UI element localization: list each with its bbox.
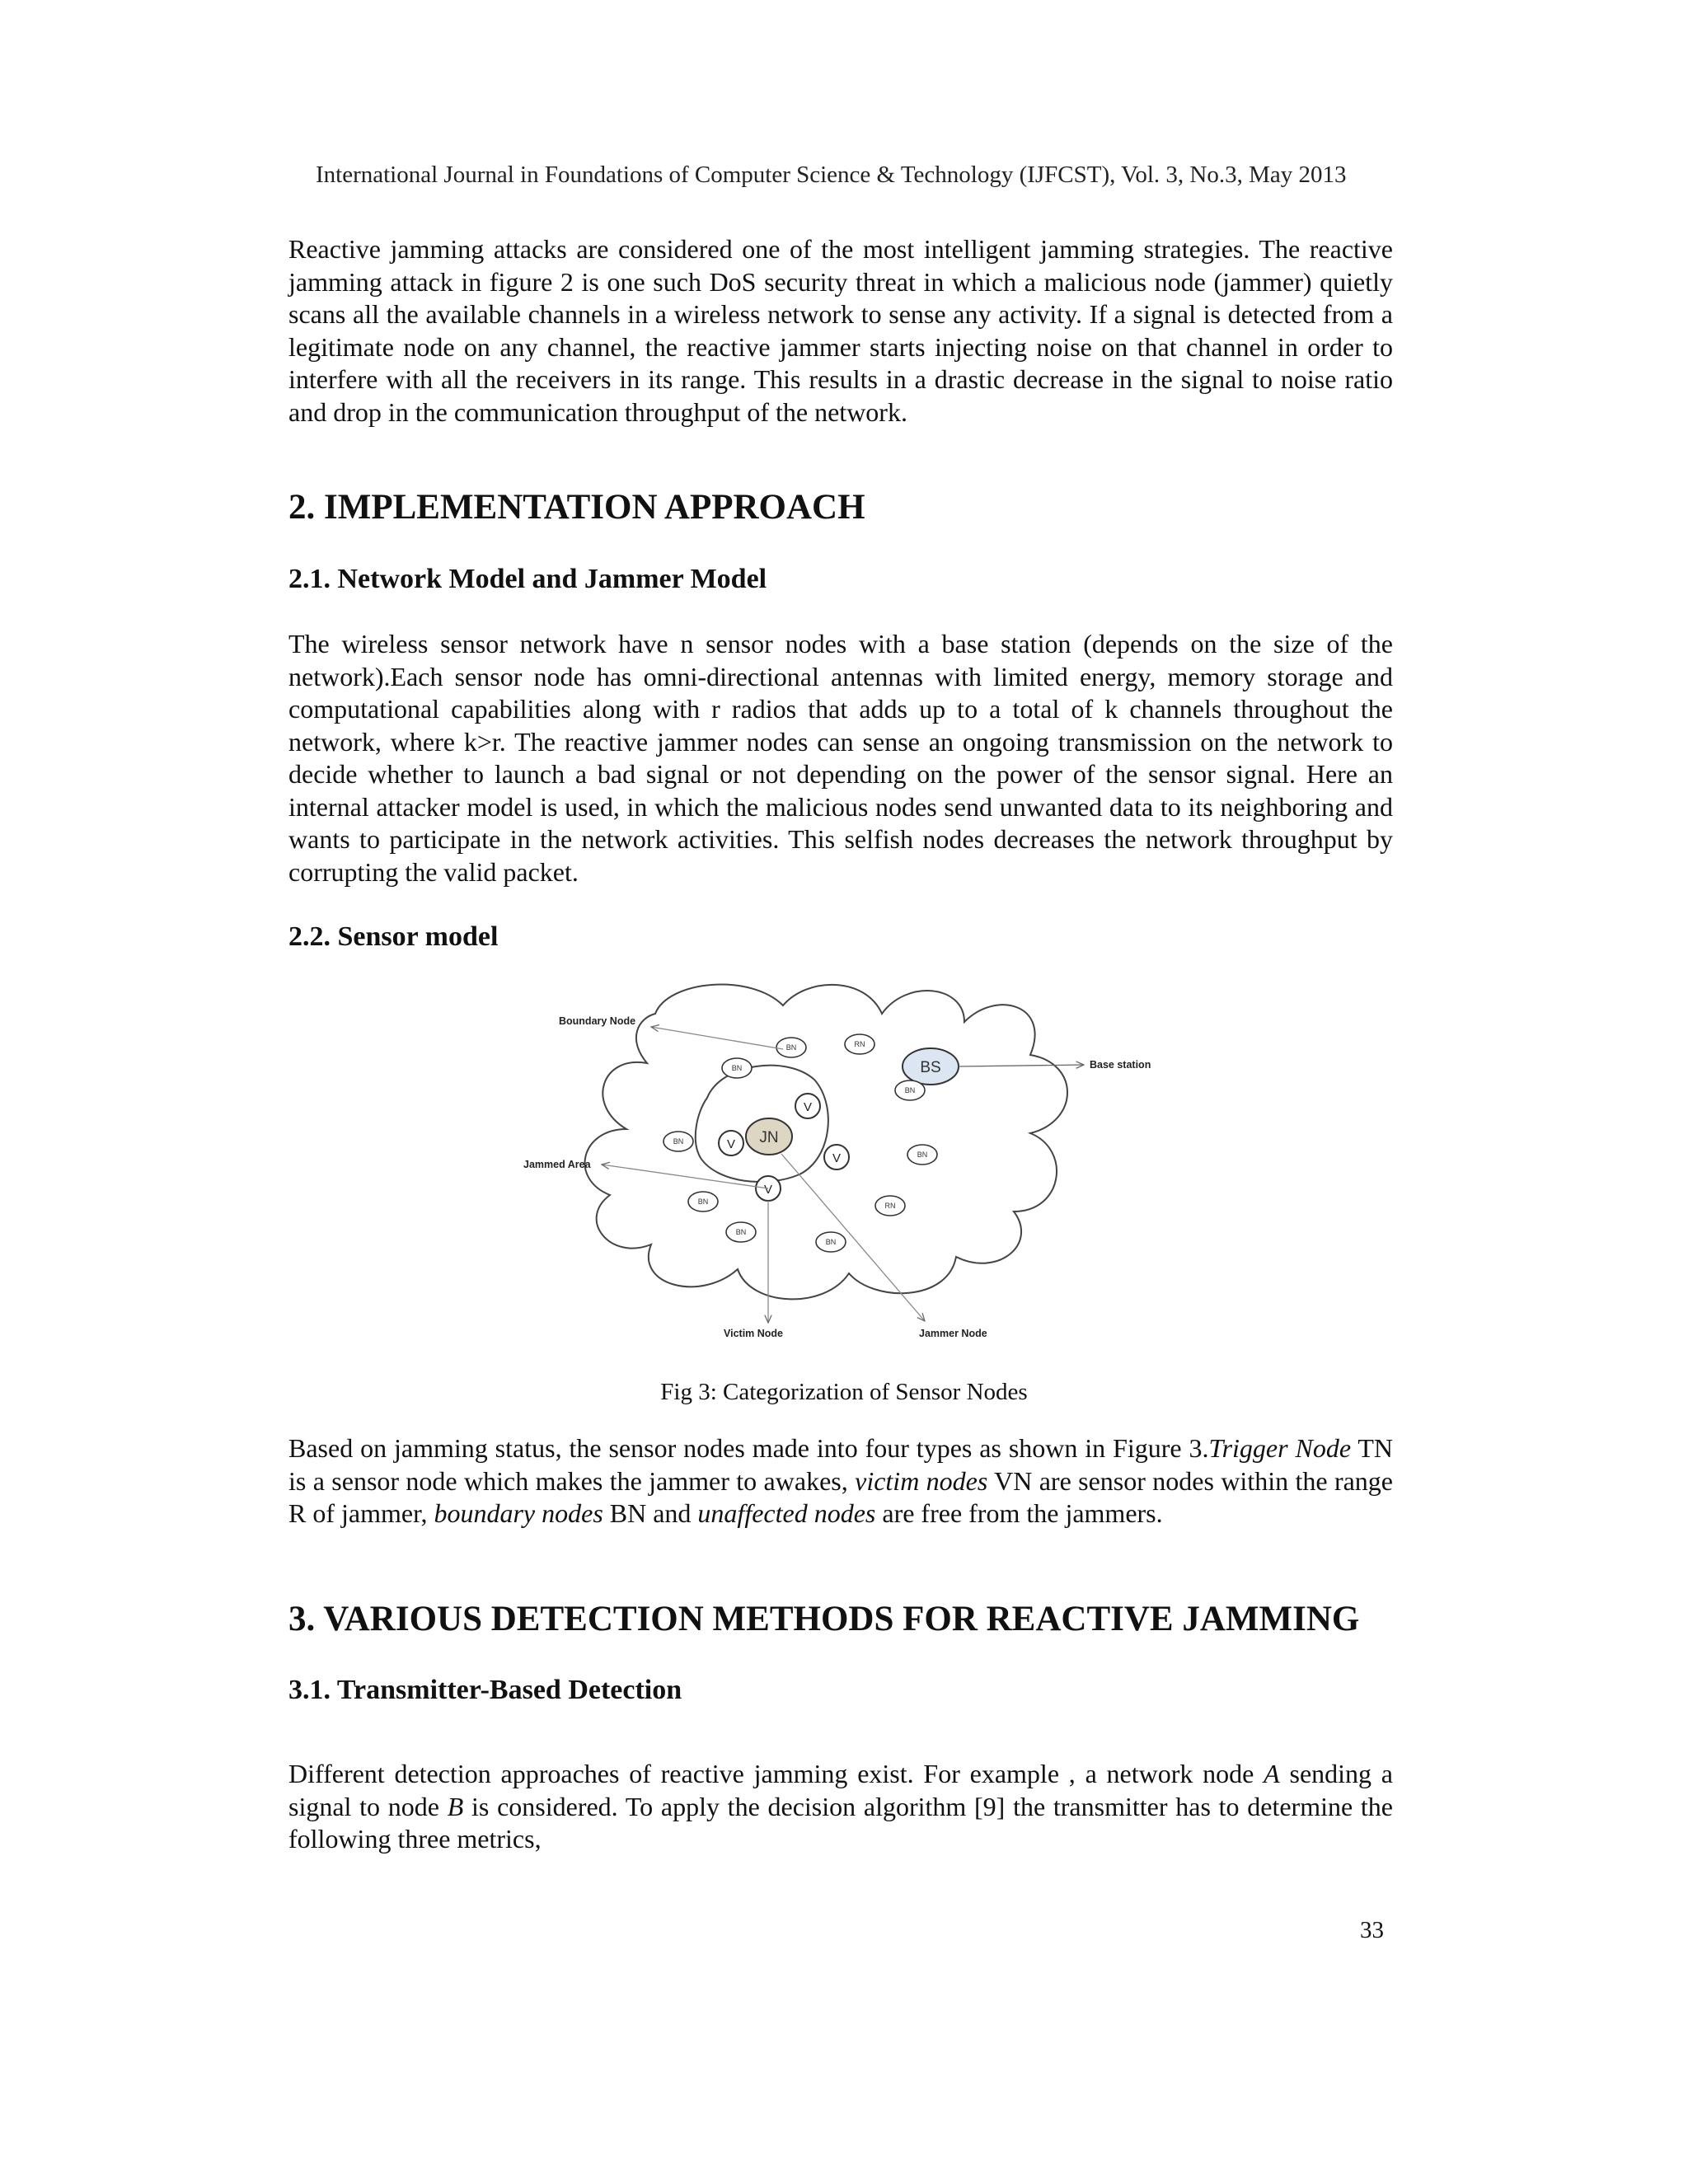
boundary-node-label: BN <box>825 1238 837 1246</box>
term-unaffected-nodes: unaffected nodes <box>697 1498 876 1528</box>
term-boundary-nodes: boundary nodes <box>434 1498 603 1528</box>
subsection-heading-transmitter-detection: 3.1. Transmitter-Based Detection <box>288 1675 682 1705</box>
figure-caption: Fig 3: Categorization of Sensor Nodes <box>660 1379 1028 1405</box>
callout-label-boundary: Boundary Node <box>559 1015 636 1027</box>
paragraph-text: Based on jamming status, the sensor nodes made into four types as shown in Figure 3. <box>288 1433 1209 1463</box>
boundary-node-label: BN <box>917 1151 928 1159</box>
callout-label-jammed: Jammed Area <box>523 1159 591 1170</box>
callout-label-victim: Victim Node <box>724 1328 784 1339</box>
paragraph-node-types <box>288 1432 1393 1530</box>
page-number: 33 <box>1360 1917 1384 1943</box>
unaffected-node-label: RN <box>854 1040 865 1048</box>
paragraph-text: VN are sensor nodes within the range R of jammer, <box>288 1465 1394 1528</box>
boundary-node-label: BN <box>731 1064 743 1072</box>
paragraph-reactive-jamming: Reactive jamming attacks are considered one of the most intelligent jamming strategies. The reactive jamming attack in figure 2 is one such DoS security threat in which a malicious node (jammer) quietly scans all the available channels in a wireless network to sense any activity. If a signal is detected from a legitimate node on any channel, the reactive jammer starts injecting noise on that channel in order to interfere with all the receivers in its range. This results in a drastic decrease in the signal to noise ratio and drop in the communication throughput of the network. <box>288 234 1393 427</box>
paragraph-detection-approaches <box>288 1758 1393 1856</box>
victim-node-label: V <box>832 1151 842 1165</box>
victim-node-label: V <box>803 1100 813 1114</box>
section-heading-implementation: 2. IMPLEMENTATION APPROACH <box>288 488 865 527</box>
term-victim-nodes: victim nodes <box>855 1465 988 1496</box>
boundary-node-label: BN <box>735 1228 747 1236</box>
victim-node-label: V <box>763 1183 773 1197</box>
term-trigger-node: Trigger Node <box>1208 1433 1352 1463</box>
boundary-node-label: BN <box>785 1043 797 1052</box>
callout-label-base: Base station <box>1090 1059 1151 1071</box>
paragraph-text: BN and <box>603 1498 698 1528</box>
paragraph-text: TN is a sensor node which makes the jammer to awakes, <box>288 1433 1394 1496</box>
subsection-heading-network-model: 2.1. Network Model and Jammer Model <box>288 564 767 594</box>
paragraph-text: sending a signal to node <box>288 1759 1394 1821</box>
unaffected-node-label: RN <box>884 1202 896 1210</box>
callout-label-jammer: Jammer Node <box>919 1328 987 1339</box>
subsection-heading-sensor-model: 2.2. Sensor model <box>288 921 499 952</box>
boundary-node-label: BN <box>904 1086 916 1094</box>
diagram-svg <box>503 972 1162 1352</box>
paragraph-network-model: The wireless sensor network have n sensor nodes with a base station (depends on the size of the network).Each sensor node has omni-directional antennas with limited energy, memory storage and computational capabilities along with r radios that adds up to a total of k channels throughout the network, where k>r. The reactive jammer nodes can sense an ongoing transmission on the network to decide whether to launch a bad signal or not depending on the power of the sensor signal. Here an internal attacker model is used, in which the malicious nodes send unwanted data to its neighboring and wants to participate in the network activities. This selfish nodes decreases the network throughput by corrupting the valid packet. <box>288 629 1393 887</box>
term-node-a: A <box>1264 1759 1280 1788</box>
paragraph-text: is considered. To apply the decision algorithm [9] the transmitter has to determine the following three metrics, <box>288 1791 1394 1854</box>
boundary-node-label: BN <box>697 1197 709 1206</box>
jammer-node-label: JN <box>759 1129 779 1146</box>
boundary-node-label: BN <box>673 1137 684 1146</box>
figure-sensor-node-diagram <box>503 972 1162 1352</box>
running-header: International Journal in Foundations of Computer Science & Technology (IJFCST), Vol. 3, No.3, May 2013 <box>316 162 1347 188</box>
term-node-b: B <box>447 1791 464 1821</box>
paragraph-text: Different detection approaches of reactive jamming exist. For example , a network node <box>288 1759 1264 1788</box>
base-station-label: BS <box>920 1059 941 1076</box>
section-heading-detection-methods: 3. VARIOUS DETECTION METHODS FOR REACTIVE JAMMING <box>288 1600 1360 1638</box>
victim-node-label: V <box>726 1137 736 1151</box>
paragraph-text: are free from the jammers. <box>875 1498 1163 1528</box>
